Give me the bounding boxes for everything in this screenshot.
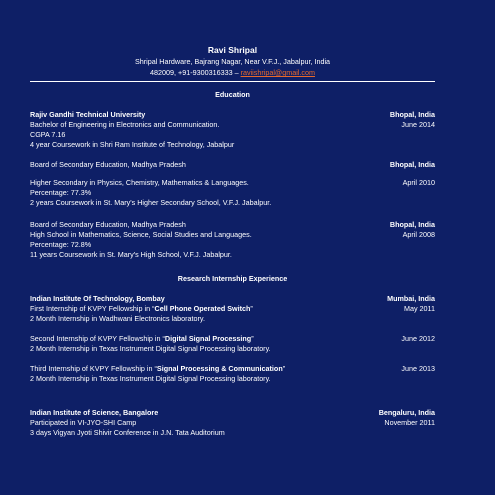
internship-entry xyxy=(30,364,435,384)
coursework-line: 4 year Coursework in Shri Ram Institute of Technology, Jabalpur xyxy=(30,140,235,149)
iisc-entry xyxy=(30,408,435,438)
resume-page xyxy=(30,44,435,448)
score-line: Percentage: 77.3% xyxy=(30,188,92,197)
degree-line: Bachelor of Engineering in Electronics and Communication. xyxy=(30,120,220,129)
score-line: CGPA 7.16 xyxy=(30,130,66,139)
institution-name: Indian Institute Of Technology, Bombay xyxy=(30,294,165,303)
address-phone: 482009, +91-9300316333 – xyxy=(150,68,241,77)
internship-topic: Digital Signal Processing xyxy=(164,334,252,343)
score-line: Percentage: 72.8% xyxy=(30,240,92,249)
internship-title: First Internship of KVPY Fellowship in “Cell Phone Operated Switch” xyxy=(30,304,253,313)
degree-date: June 2014 xyxy=(401,120,435,129)
degree-date: April 2008 xyxy=(402,230,435,239)
institution-location: Bhopal, India xyxy=(389,220,435,229)
internship-date: June 2012 xyxy=(401,334,435,343)
institution-name: Board of Secondary Education, Madhya Pradesh xyxy=(30,220,186,229)
education-heading: Education xyxy=(215,90,250,99)
internship-topic: Signal Processing & Communication xyxy=(156,364,283,373)
degree-date: April 2010 xyxy=(402,178,435,187)
institution-location: Bhopal, India xyxy=(389,110,435,119)
internship-entry xyxy=(30,304,435,324)
address-line-1: Shripal Hardware, Bajrang Nagar, Near V.F.J., Jabalpur, India xyxy=(134,57,331,66)
internship-entry xyxy=(30,334,435,354)
institution-location: Mumbai, India xyxy=(387,294,435,303)
institution-location: Bhopal, India xyxy=(389,160,435,169)
internship-date: May 2011 xyxy=(403,304,435,313)
address-line-2 xyxy=(30,67,435,78)
coursework-line: 2 years Coursework in St. Mary's Higher Secondary School, V.F.J. Jabalpur. xyxy=(30,198,272,207)
education-entry xyxy=(30,110,435,150)
research-heading: Research Internship Experience xyxy=(177,274,288,283)
education-entry xyxy=(30,220,435,260)
institution-name: Indian Institute of Science, Bangalore xyxy=(30,408,159,417)
internship-topic: Cell Phone Operated Switch xyxy=(154,304,251,313)
candidate-name: Ravi Shripal xyxy=(207,45,258,55)
education-entry xyxy=(30,160,435,208)
conference-line: 3 days Vigyan Jyoti Shivir Conference in J.N. Tata Auditorium xyxy=(30,428,225,437)
degree-line: Higher Secondary in Physics, Chemistry, Mathematics & Languages. xyxy=(30,178,249,187)
coursework-line: 11 years Coursework in St. Mary's High School, V.F.J. Jabalpur. xyxy=(30,250,232,259)
internship-detail: 2 Month Internship in Texas Instrument Digital Signal Processing laboratory. xyxy=(30,344,271,353)
institution-name: Board of Secondary Education, Madhya Pradesh xyxy=(30,160,186,169)
header-divider xyxy=(30,81,435,82)
institution-location: Bengaluru, India xyxy=(378,408,435,417)
email-link[interactable]: raviishripal@gmail.com xyxy=(240,68,315,77)
institution-name: Rajiv Gandhi Technical University xyxy=(30,110,146,119)
degree-line: High School in Mathematics, Science, Social Studies and Languages. xyxy=(30,230,252,239)
internship-title: Second Internship of KVPY Fellowship in “Digital Signal Processing” xyxy=(30,334,254,343)
internship-detail: 2 Month Internship in Texas Instrument Digital Signal Processing laboratory. xyxy=(30,374,271,383)
internship-detail: 2 Month Internship in Wadhwani Electronics laboratory. xyxy=(30,314,205,323)
internship-date: June 2013 xyxy=(401,364,435,373)
camp-line: Participated in VI-JYO-SHI Camp xyxy=(30,418,137,427)
camp-date: November 2011 xyxy=(384,418,435,427)
internship-title: Third Internship of KVPY Fellowship in “Signal Processing & Communication” xyxy=(30,364,286,373)
